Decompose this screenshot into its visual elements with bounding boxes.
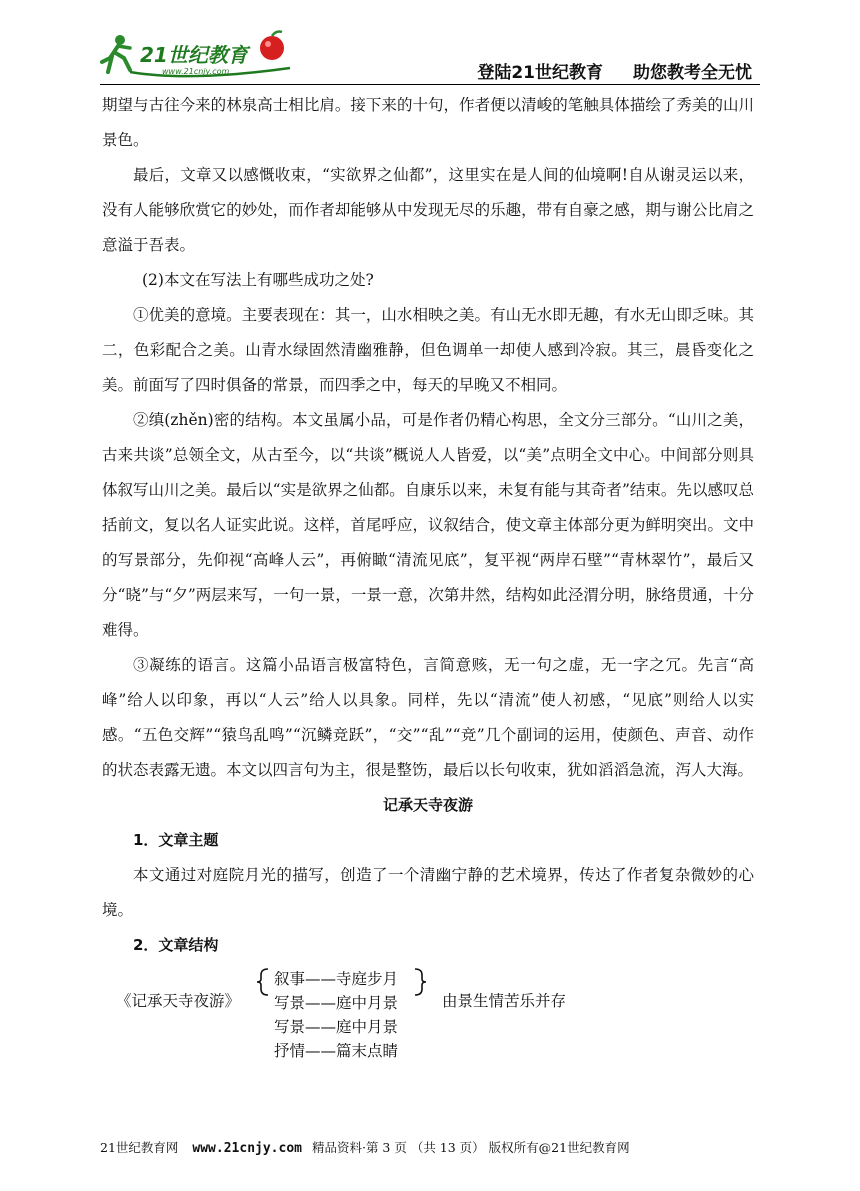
theme-text: 本文通过对庭院月光的描写，创造了一个清幽宁静的艺术境界，传达了作者复杂微妙的心境。 xyxy=(102,866,754,919)
paragraph-point-3: ③凝练的语言。这篇小品语言极富特色，言简意赅，无一句之虚，无一字之冗。先言“高峰”给人以印象，再以“人云”给人以具象。同样，先以“清流”使人初感，“见底”则给人以实感。“五色交辉”“猿鸟乱鸣”“沉鳞竞跃”，“交”“乱”“竞”几个副词的运用，使颜色、声音、动作的状态表露无遗。本文以四言句为主，很是整饬，最后以长句收束，犹如滔滔急流，泻人大海。 xyxy=(102,656,754,779)
page-footer xyxy=(100,1138,760,1156)
page-header xyxy=(100,28,760,84)
structure-items xyxy=(274,967,398,1063)
heading-structure: 2．文章结构 xyxy=(133,936,219,954)
logo-21cnjy xyxy=(100,28,300,82)
document-body xyxy=(102,88,754,1087)
paragraph-continuation: 期望与古往今来的林泉高士相比肩。接下来的十句，作者便以清峻的笔触具体描绘了秀美的山川景色。 xyxy=(102,96,754,149)
heading-theme: 1．文章主题 xyxy=(133,831,219,849)
right-brace-icon xyxy=(412,967,428,997)
structure-item: 写景——庭中月景 xyxy=(274,994,399,1012)
paragraph-point-1: ①优美的意境。主要表现在：其一，山水相映之美。有山无水即无趣，有水无山即乏味。其二，色彩配合之美。山青水绿固然清幽雅静，但色调单一却使人感到冷寂。其三，晨昏变化之美。前面写了四时俱备的常景，而四季之中，每天的早晚又不相同。 xyxy=(102,306,754,394)
logo-text: 21世纪教育 xyxy=(140,43,248,67)
apple-icon xyxy=(260,32,284,61)
structure-result: 由景生情苦乐并存 xyxy=(442,992,567,1010)
structure-diagram xyxy=(102,967,754,1087)
paragraph-conclusion: 最后，文章又以感慨收束，“实欲界之仙都”，这里实在是人间的仙境啊!自从谢灵运以来，没有人能够欣赏它的妙处，而作者却能够从中发现无尽的乐趣，带有自豪之感，期与谢公比肩之意溢于吾表。 xyxy=(102,166,754,254)
paragraph-point-2: ②缜(zhěn)密的结构。本文虽属小品，可是作者仍精心构思，全文分三部分。“山川之美，古来共谈”总领全文，从古至今，以“共谈”概说人人皆爱，以“美”点明全文中心。中间部分则具体叙写山川之美。最后以“实是欲界之仙都。自康乐以来，未复有能与其奇者”结束。先以感叹总括前文，复以名人证实此说。这样，首尾呼应，议叙结合，使文章主体部分更为鲜明突出。文中的写景部分，先仰视“高峰人云”，再俯瞰“清流见底”，复平视“两岸石壁”“青林翠竹”，最后又分“晓”与“夕”两层来写，一句一景，一景一意，次第井然，结构如此泾渭分明，脉络贯通，十分难得。 xyxy=(102,411,754,639)
section-title: 记承天寺夜游 xyxy=(382,796,473,814)
logo-url: www.21cnjy.com xyxy=(162,67,230,76)
structure-title: 《记承天寺夜游》 xyxy=(116,992,241,1010)
left-brace-icon xyxy=(255,967,271,997)
running-figure-icon xyxy=(102,35,130,72)
structure-item: 抒情——篇末点睛 xyxy=(274,1042,399,1060)
footer-page-info: 精品资料·第 3 页 （共 13 页） 版权所有@21世纪教育网 xyxy=(311,1140,630,1155)
structure-item: 写景——庭中月景 xyxy=(274,1018,399,1036)
structure-item: 叙事——寺庭步月 xyxy=(274,970,399,988)
question-2: (2)本文在写法上有哪些成功之处? xyxy=(142,271,374,289)
header-divider xyxy=(100,84,760,85)
footer-url: www.21cnjy.com xyxy=(192,1141,302,1156)
slogan-left: 登陆21世纪教育 xyxy=(477,63,603,83)
slogan-right: 助您教考全无忧 xyxy=(633,63,752,83)
header-slogan xyxy=(477,58,752,83)
footer-site: 21世纪教育网 xyxy=(100,1140,179,1155)
